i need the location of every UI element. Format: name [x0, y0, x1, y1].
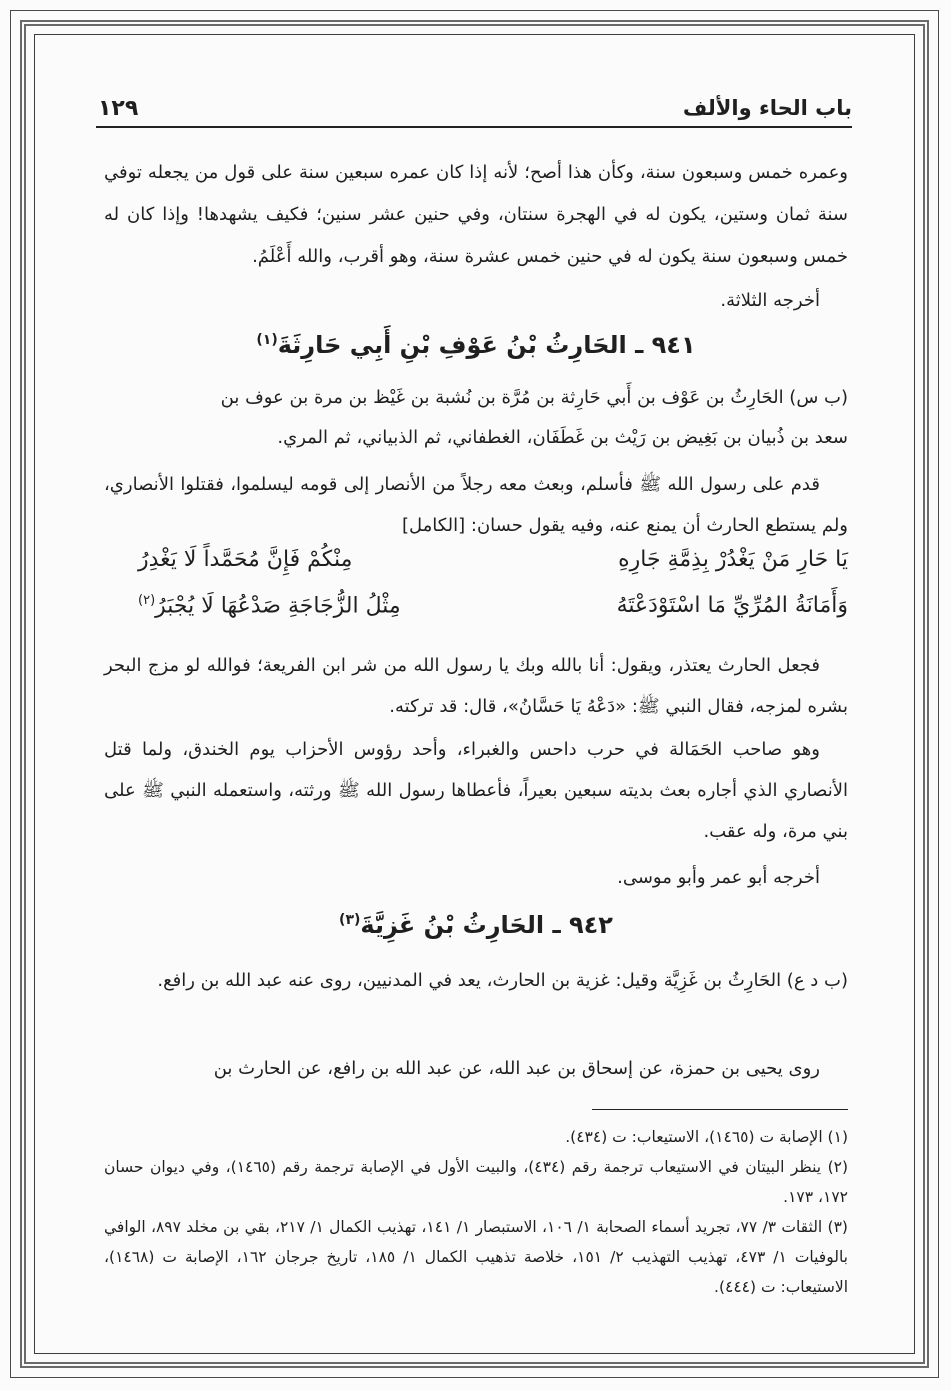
footnote-2: (٢) ينظر البيتان في الاستيعاب ترجمة رقم (٤٣٤)، والبيت الأول في الإصابة ترجمة رقم (١٤٦٥)، وفي ديوان حسان ١٧٢، ١٧٣.	[104, 1158, 849, 1206]
poem	[104, 547, 848, 643]
entry-941-lineage-line-2: سعد بن ذُبيان بن بَغِيض بن رَيْث بن غَطَفَان، الغطفاني، ثم الذبياني، ثم المري.	[277, 427, 848, 448]
continued-paragraph: وعمره خمس وسبعون سنة، وكأن هذا أصح؛ لأنه إذا كان عمره سبعين سنة على قول من يجعله توفي سنة ثمان وستين، يكون له في الهجرة سنتان، وفي حنين عشر سنين؛ فكيف يشهدها! وإذا كان له خمس وسبعون سنة يكون له في حنين خمس عشرة سنة، وهو أقرب، والله أَعْلَمُ.	[104, 162, 848, 267]
poem-verse-2-first-hemistich: وَأَمَانَةُ المُرِّيِّ مَا اسْتَوْدَعْتَهُ	[616, 593, 848, 618]
source-note	[104, 280, 848, 322]
footnote-1: (١) الإصابة ت (١٤٦٥)، الاستيعاب: ت (٤٣٤).	[565, 1128, 848, 1146]
entry-942-paragraph-2-text: روى يحيى بن حمزة، عن إسحاق بن عبد الله، عن عبد الله بن رافع، عن الحارث بن	[213, 1058, 820, 1079]
entry-941-paragraph-1-text: قدم على رسول الله ﷺ فأسلم، وبعث معه رجلاً من الأنصار إلى قومه ليسلموا، فقتلوا الأنصاري، ولم يستطع الحارث أن يمنع عنه، وفيه يقول حسان: [الكامل]	[104, 474, 848, 536]
poem-verse-2-second-hemistich	[138, 593, 401, 618]
entry-title-941-note: (١)	[256, 332, 278, 348]
entry-title-942	[104, 911, 848, 939]
poem-verse-2-second-hemistich-text: مِثْلُ الزُّجَاجَةِ صَدْعُهَا لَا يُجْبَرُ	[155, 593, 401, 619]
header-rule	[96, 126, 852, 128]
footnotes	[104, 1122, 848, 1302]
footnote-3: (٣) الثقات ٣/ ٧٧، تجريد أسماء الصحابة ١/ ١٠٦، الاستبصار ١/ ١٤١، تهذيب الكمال ١/ ٢١٧، بقي بن مخلد ٨٩٧، الوافي بالوفيات ١/ ٤٧٣، تهذيب التهذيب ٢/ ١٥١، خلاصة تذهيب الكمال ١/ ١٨٥، تاريخ جرجان ١٦٢، الإصابة ت (١٤٦٨)، الاستيعاب: ت (٤٤٤).	[104, 1218, 848, 1296]
entry-942-paragraph-1: (ب د ع) الحَارِثُ بن غَزِيَّة وقيل: غزية بن الحارث، يعد في المدنيين، روى عنه عبد الله بن رافع.	[157, 970, 848, 991]
entry-941-paragraph-1	[104, 464, 848, 546]
entry-title-941-text: ٩٤١ ـ الحَارِثُ بْنُ عَوْفِ بْنِ أَبِي حَارِثَةَ	[277, 331, 696, 359]
page-header	[96, 92, 852, 128]
page-number: ١٢٩	[98, 96, 139, 121]
entry-title-942-text: ٩٤٢ ـ الحَارِثُ بْنُ غَزِيَّةَ	[360, 911, 613, 939]
poem-verse-1-second-hemistich: مِنْكُمْ فَإِنَّ مُحَمَّداً لَا يَغْدِرُ	[138, 547, 353, 572]
source-note-text: أخرجه الثلاثة.	[720, 290, 820, 311]
entry-941-paragraph-2-text: فجعل الحارث يعتذر، ويقول: أنا بالله وبك يا رسول الله من شر ابن الفريعة؛ فوالله لو مزج البحر بشره لمزجه، فقال النبي ﷺ: «دَعْهُ يَا حَسَّانُ»، قال: قد تركته.	[104, 655, 848, 717]
poem-note: (٢)	[138, 593, 156, 608]
entry-941-paragraph-3-text: وهو صاحب الحَمَالة في حرب داحس والغبراء، وأحد رؤوس الأحزاب يوم الخندق، ولما قتل الأنصاري الذي أجاره بعث بديته سبعين بعيراً، فأعطاها رسول الله ﷺ ورثته، واستعمله النبي ﷺ على بني مرة، وله عقب.	[104, 739, 848, 842]
poem-verse-1	[104, 547, 848, 591]
poem-verse-1-first-hemistich: يَا حَارِ مَنْ يَغْدُرْ بِذِمَّةِ جَارِهِ	[618, 547, 848, 572]
entry-title-941	[104, 331, 848, 359]
entry-941-paragraph-3	[104, 729, 848, 852]
running-head: باب الحاء والألف	[682, 96, 852, 120]
poem-verse-2	[104, 593, 848, 637]
entry-941-lineage-line-1: (ب س) الحَارِثُ بن عَوْف بن أَبي حَارِثة بن مُرَّة بن نُشبة بن غَيْظ بن مرة بن عوف بن	[220, 387, 848, 408]
entry-942-paragraph-2	[104, 1048, 848, 1090]
entry-941-paragraph-2	[104, 645, 848, 727]
entry-941-source	[104, 857, 848, 899]
entry-941-source-text: أخرجه أبو عمر وأبو موسى.	[617, 867, 820, 888]
footnote-rule	[592, 1109, 848, 1110]
entry-title-942-note: (٣)	[339, 912, 361, 928]
